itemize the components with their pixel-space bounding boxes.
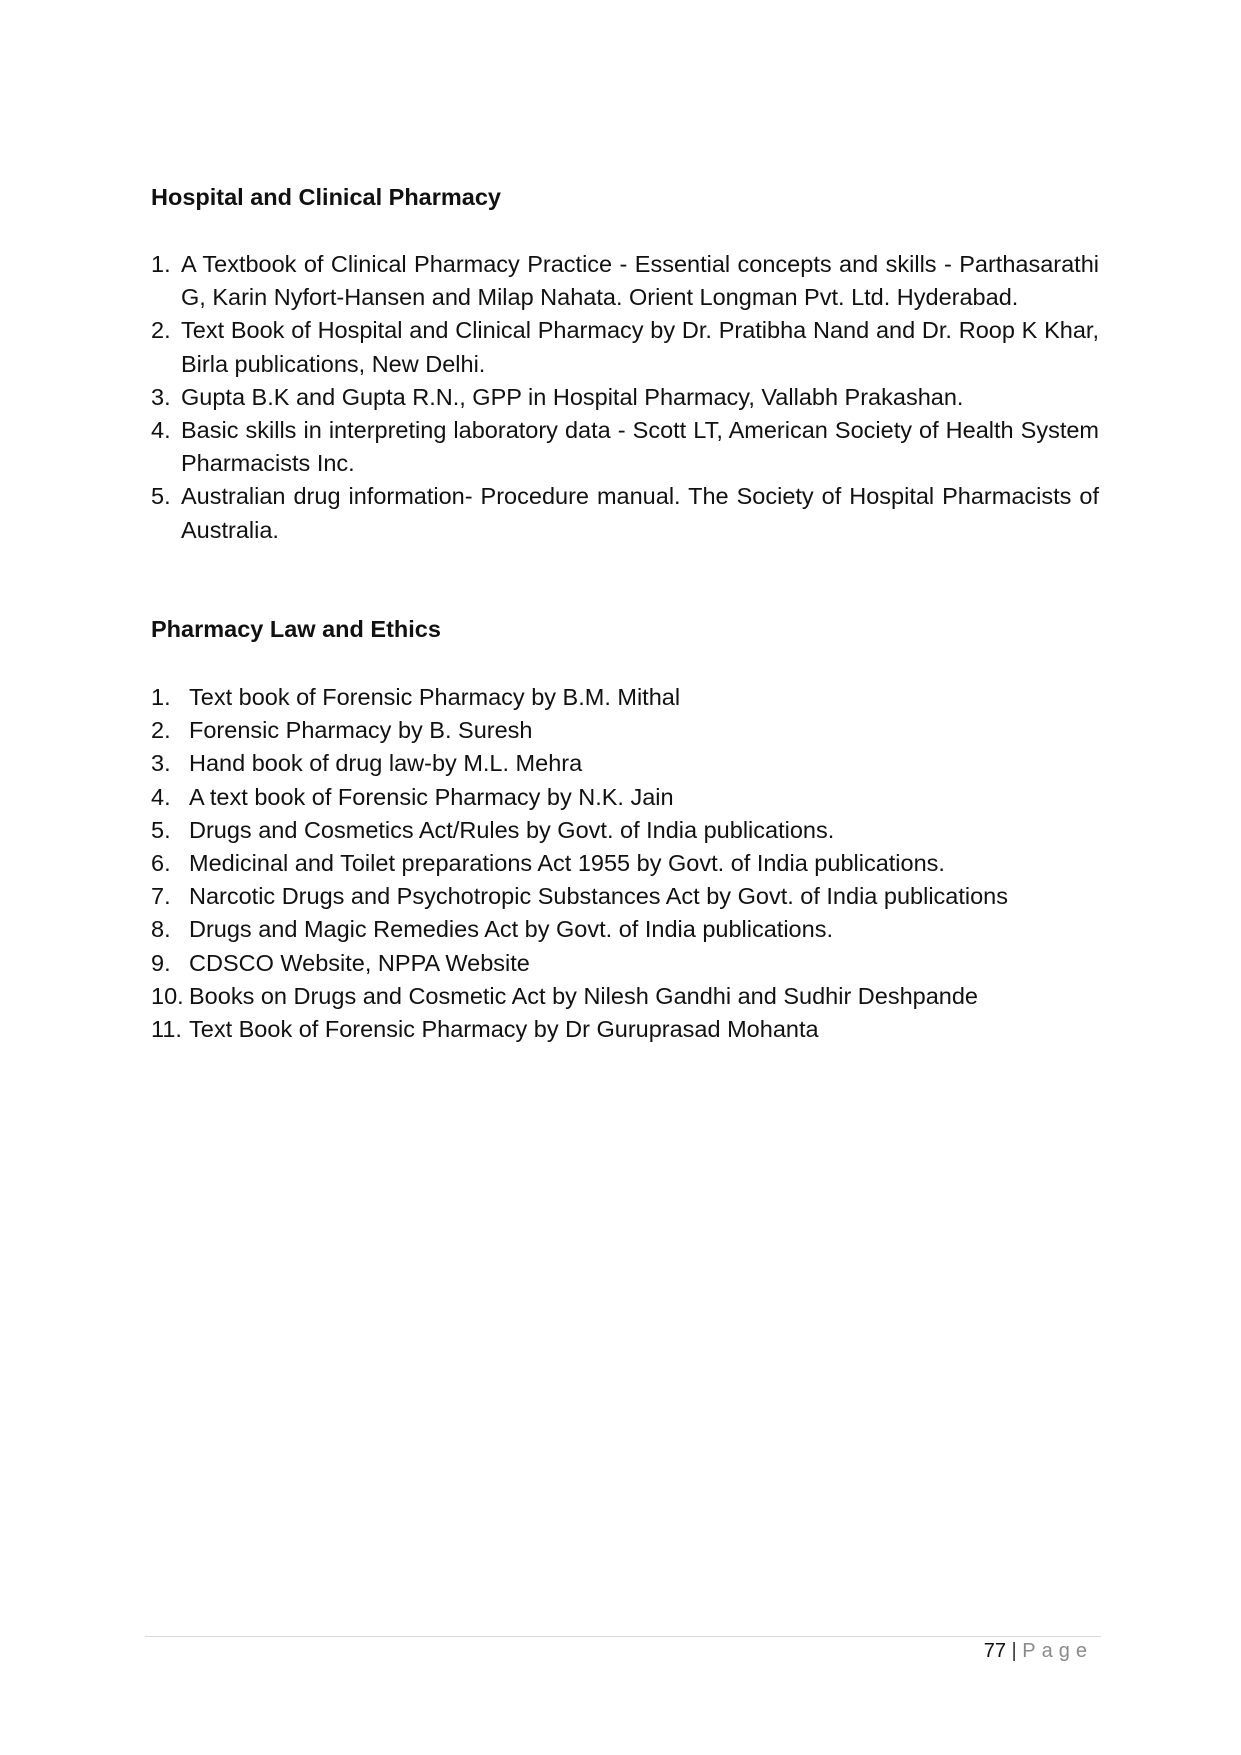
list-item-number: 2. (151, 717, 171, 744)
list-item-text: Basic skills in interpreting laboratory data - Scott LT, American Society of Health System Pharmacists Inc. (181, 417, 1099, 477)
list-item-number: 7. (151, 883, 171, 910)
list-item (151, 947, 1099, 980)
list-item-text: A Textbook of Clinical Pharmacy Practice - Essential concepts and skills - Parthasarathi G, Karin Nyfort-Hansen and Milap Nahata. Orient Longman Pvt. Ltd. Hyderabad. (181, 251, 1099, 311)
list-item-text: Drugs and Cosmetics Act/Rules by Govt. of India publications. (189, 816, 835, 843)
list-item (151, 913, 1099, 946)
list-item (151, 980, 1099, 1013)
page-label: Page (1022, 1640, 1093, 1662)
list-item (151, 480, 1099, 546)
list-item-number: 4. (151, 417, 171, 444)
section-heading-pharmacy-law-ethics: Pharmacy Law and Ethics (151, 616, 441, 642)
list-item-text: Drugs and Magic Remedies Act by Govt. of India publications. (189, 916, 833, 943)
list-item (151, 814, 1099, 847)
list-item-text: Text Book of Hospital and Clinical Pharmacy by Dr. Pratibha Nand and Dr. Roop K Khar, Birla publications, New Delhi. (181, 317, 1099, 377)
list-item-text: Australian drug information- Procedure manual. The Society of Hospital Pharmacists of Australia. (181, 483, 1099, 543)
list-item (151, 847, 1099, 880)
list-item-number: 1. (151, 684, 171, 710)
list-item-number: 8. (151, 916, 171, 943)
list-item-number: 11. (151, 1016, 182, 1043)
list-item-number: 3. (151, 750, 171, 777)
list-item-text: Books on Drugs and Cosmetic Act by Nilesh Gandhi and Sudhir Deshpande (189, 982, 979, 1009)
list-item-text: Narcotic Drugs and Psychotropic Substances Act by Govt. of India publications (189, 883, 1009, 910)
page-footer (984, 1640, 1093, 1663)
list-item-number: 5. (151, 483, 171, 510)
list-item (151, 781, 1099, 814)
list-item-number: 5. (151, 816, 171, 843)
list-item-text: A text book of Forensic Pharmacy by N.K. Jain (189, 783, 674, 810)
list-item-number: 9. (151, 949, 171, 976)
reference-list-pharmacy-law-ethics (151, 681, 1099, 1046)
list-item-number: 2. (151, 317, 171, 344)
list-item-text: Hand book of drug law-by M.L. Mehra (189, 750, 583, 777)
list-item-text: Medicinal and Toilet preparations Act 1955 by Govt. of India publications. (189, 850, 945, 877)
list-item-number: 3. (151, 383, 171, 410)
list-item-number: 6. (151, 850, 171, 877)
list-item-number: 10. (151, 982, 184, 1009)
list-item (151, 880, 1099, 913)
list-item (151, 314, 1099, 380)
page-number: 77 (983, 1640, 1006, 1662)
list-item (151, 248, 1099, 314)
reference-list-hospital-clinical-pharmacy (151, 248, 1099, 547)
list-item-text: Gupta B.K and Gupta R.N., GPP in Hospital Pharmacy, Vallabh Prakashan. (181, 383, 964, 410)
footer-separator: | (1011, 1640, 1017, 1662)
list-item (151, 747, 1099, 780)
section-heading-hospital-clinical-pharmacy: Hospital and Clinical Pharmacy (151, 184, 501, 210)
list-item (151, 1013, 1099, 1046)
list-item (151, 681, 1099, 714)
list-item (151, 414, 1099, 480)
list-item-number: 4. (151, 783, 171, 810)
list-item-text: Text Book of Forensic Pharmacy by Dr Guruprasad Mohanta (189, 1016, 819, 1043)
list-item (151, 714, 1099, 747)
list-item-number: 1. (151, 251, 171, 277)
list-item (151, 381, 1099, 414)
footer-divider (145, 1636, 1101, 1637)
list-item-text: CDSCO Website, NPPA Website (189, 949, 530, 976)
list-item-text: Forensic Pharmacy by B. Suresh (189, 717, 533, 744)
list-item-text: Text book of Forensic Pharmacy by B.M. Mithal (189, 684, 681, 710)
